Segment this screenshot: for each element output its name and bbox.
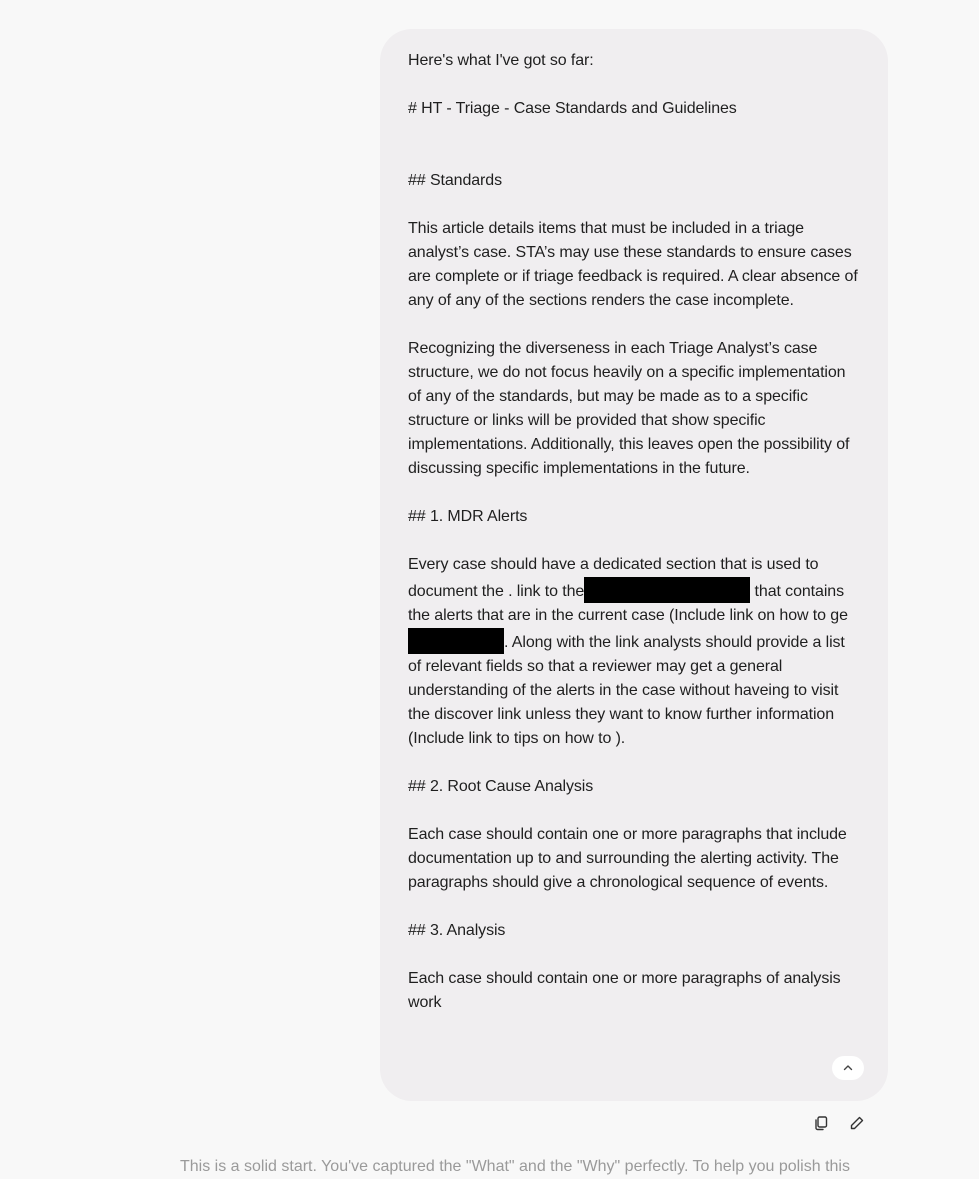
mdr-text-part-1: Every case should have a dedicated section that is used to document the . link to the	[408, 556, 819, 600]
pencil-icon	[849, 1115, 865, 1131]
standards-paragraph-2: Recognizing the diverseness in each Triage Analyst’s case structure, we do not focus heavily on a specific implementation of any of the standards, but may be made as to a specific structure or links will be provided that show specific implementations. Additionally, this leaves open the possibility of discussing specific implementations in the future.	[408, 340, 850, 477]
copy-icon	[813, 1115, 829, 1131]
edit-button[interactable]	[842, 1108, 872, 1138]
standards-paragraph-1: This article details items that must be included in a triage analyst’s case. STA’s may use these standards to ensure cases are complete or if triage feedback is required. A clear absence of any of any of the sections renders the case incomplete.	[408, 220, 858, 309]
mdr-text-part-3: . Along with the link analysts should provide a list of relevant fields so that a reviewer may get a general understanding of the alerts in the case without haveing to visit the discover link unless they want to know further information (Include link to tips on how to ).	[408, 634, 845, 747]
analysis-paragraph: Each case should contain one or more paragraphs of analysis work	[408, 970, 841, 1011]
root-cause-paragraph: Each case should contain one or more paragraphs that include documentation up to and surrounding the alerting activity. The paragraphs should give a chronological sequence of events.	[408, 826, 847, 891]
user-message-bubble	[380, 29, 888, 1101]
chevron-up-icon	[842, 1062, 854, 1074]
analysis-heading: ## 3. Analysis	[408, 922, 506, 939]
redacted-block	[408, 628, 504, 654]
standards-heading: ## Standards	[408, 172, 502, 189]
collapse-message-button[interactable]	[832, 1056, 864, 1080]
message-intro: Here's what I've got so far:	[408, 52, 594, 69]
mdr-alerts-paragraph	[408, 553, 860, 751]
copy-button[interactable]	[806, 1108, 836, 1138]
redacted-block	[584, 577, 750, 603]
mdr-text-part-2: that contains the alerts that are in the current case (Include link on how to ge	[408, 583, 848, 624]
mdr-alerts-heading: ## 1. MDR Alerts	[408, 508, 528, 525]
doc-title: # HT - Triage - Case Standards and Guidelines	[408, 100, 737, 117]
assistant-reply-preview: This is a solid start. You've captured the "What" and the "Why" perfectly. To help you polish this	[180, 1158, 850, 1175]
message-text	[408, 49, 860, 1015]
root-cause-heading: ## 2. Root Cause Analysis	[408, 778, 594, 795]
